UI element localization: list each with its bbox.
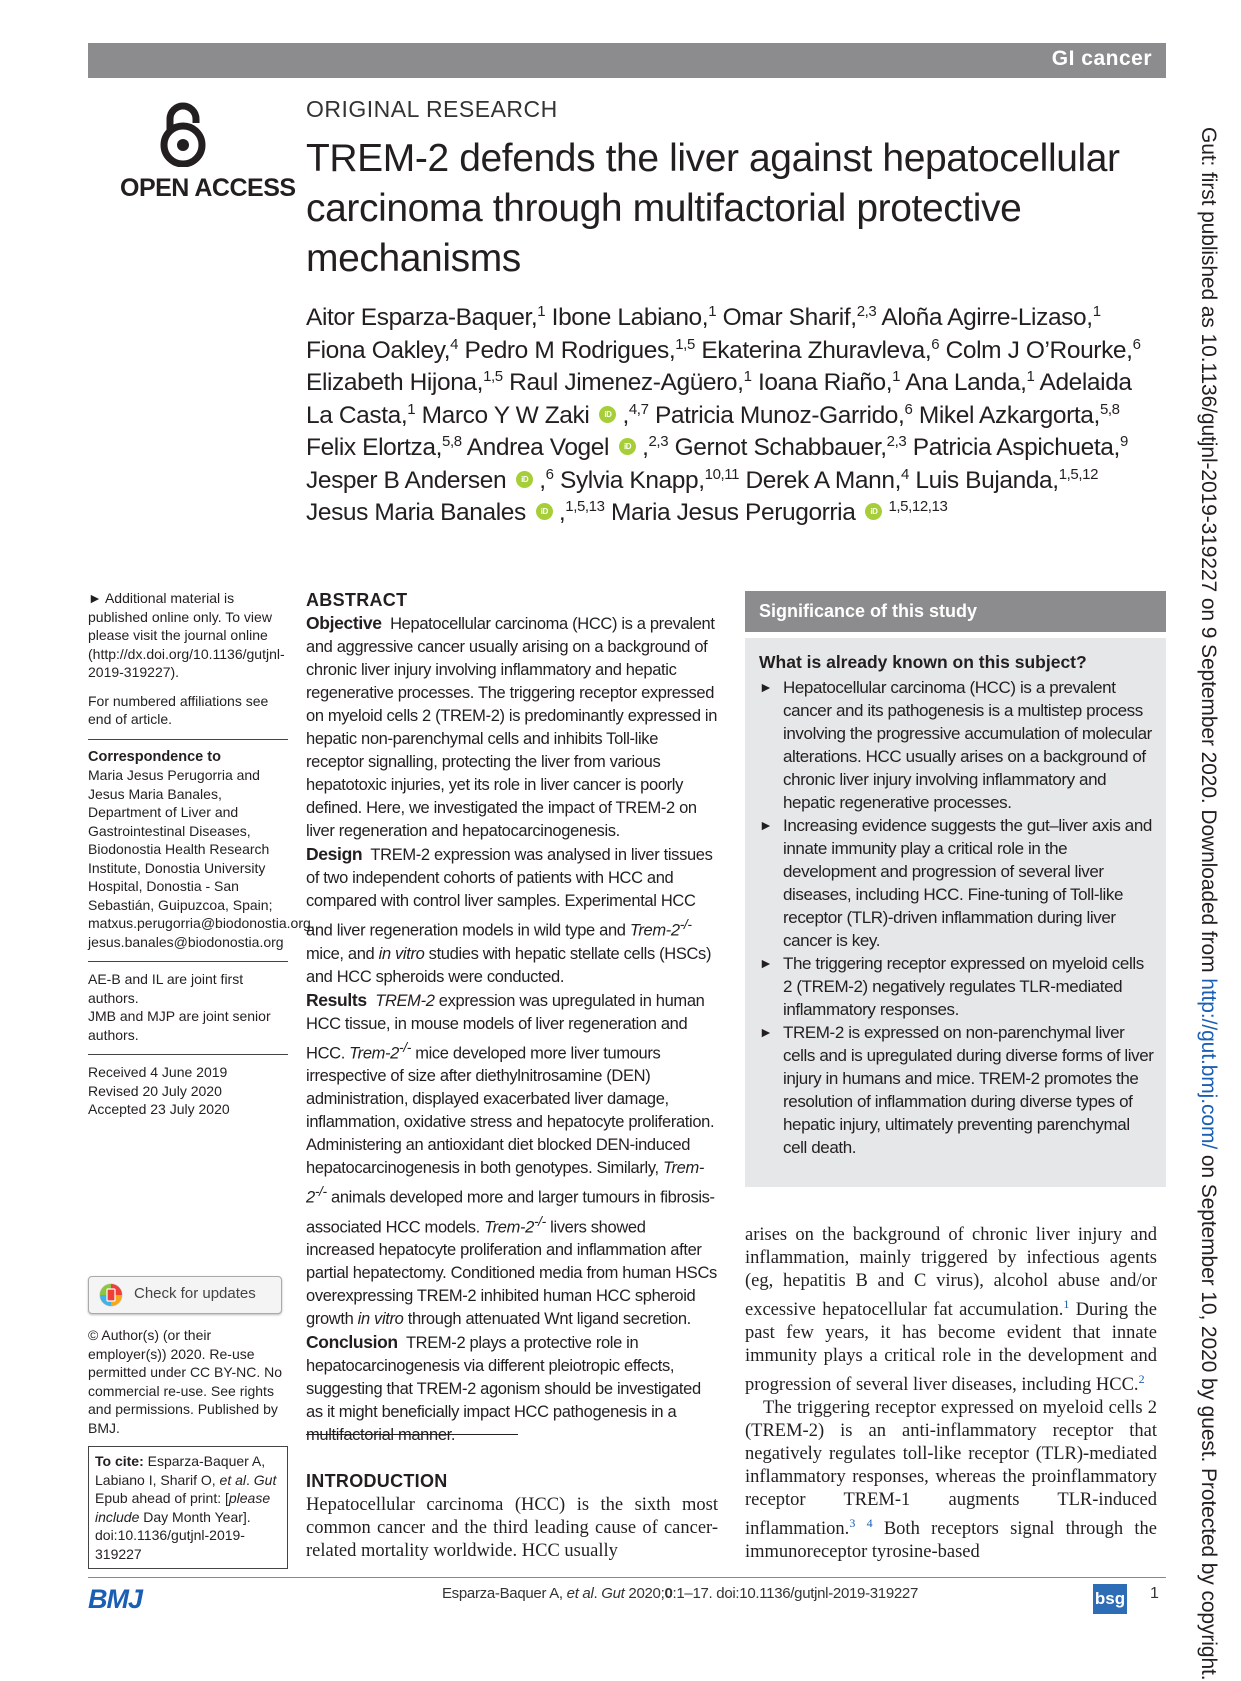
check-for-updates-button[interactable] (88, 1276, 282, 1314)
author-name: Adelaida La Casta (306, 369, 1132, 429)
bmj-logo: BMJ (88, 1584, 143, 1614)
correspondence-details: Maria Jesus Perugorria and Jesus Maria Banales, Department of Liver and Gastrointestinal Diseases, Biodonostia Health Research Institute, Donostia University Hospital, Donostia - San Sebastián, Guipuzcoa, Spain; matxus.perugorria@biodonostia.org, jesus.banales@biodonostia.org (88, 767, 315, 950)
results-text: mice developed more liver tumours irrespective of size after diethylnitrosamine (DEN) administration, displayed exacerbated liver damage, inflammation, oxidative stress and hepatocyte proliferation. Administering an antioxidant diet blocked DEN-induced hepatocarcinogenesis in both genotypes. Similarly, (306, 1044, 715, 1177)
divider (88, 739, 288, 740)
download-side-note (1196, 127, 1220, 1681)
affiliation-sup: 6 (545, 465, 554, 483)
design-label: Design (306, 844, 363, 864)
abstract-divider (306, 1434, 518, 1435)
footer-journal: Gut (601, 1585, 625, 1602)
author-name: Fiona Oakley (306, 336, 444, 364)
conclusion-label: Conclusion (306, 1332, 398, 1352)
affiliation-sup: 6 (904, 400, 913, 418)
footer-citation: Esparza-Baquer A, et al. Gut 2020;0:1–17. doi:10.1136/gutjnl-2019-319227 (441, 1585, 919, 1602)
paragraph-text: The triggering receptor expressed on myeloid cells 2 (TREM-2) is an anti-inflammatory receptor that negatively regulates toll-like receptor (TLR)-mediated inflammatory responses, whereas the proinflammatory receptor TREM-1 augments TLR-induced inflammation. (745, 1398, 1157, 1540)
gene-name: TREM-2 (375, 991, 435, 1010)
abstract-heading: ABSTRACT (306, 590, 408, 610)
copyright-note: © Author(s) (or their employer(s)) 2020. Re-use permitted under CC BY-NC. No commercial re-use. See rights and permissions. Published by BMJ. (88, 1327, 283, 1436)
results-label: Results (306, 989, 367, 1010)
author-name: Elizabeth Hijona (306, 369, 477, 396)
author: Derek A Mann,$^4$ (745, 465, 909, 494)
author: Ibone Labiano,$^1$ (551, 302, 717, 331)
cite-text: Day Month Year]. doi:10.1136/gutjnl-2019-319227 (95, 1508, 251, 1562)
objective-text: Hepatocellular carcinoma (HCC) is a prevalent and aggressive cancer usually arising on a background of chronic liver injury involving inflammatory and hepatic regenerative processes. The triggering receptor expressed on myeloid cells 2 (TREM-2) is predominantly expressed in hepatic non-parenchymal cells and inhibits Toll-like receptor signalling, protecting the liver from various hepatotoxic injuries, yet its role in liver cancer is poorly defined. Here, we investigated the impact of TREM-2 on liver regeneration and hepatocarcinogenesis. (306, 615, 718, 840)
list-item: ► TREM-2 is expressed on non-parenchymal liver cells and is upregulated during diverse forms of liver injury in humans and mice. TREM-2 promotes the resolution of inflammation during diverse types of hepatic injury, ultimately preventing parenchymal cell death. (759, 1021, 1157, 1159)
citation-box: To cite: Esparza-Baquer A, Labiano I, Sharif O, et al. Gut Epub ahead of print: [please include Day Month Year]. doi:10.1136/gutjnl-2019-319227 (88, 1446, 288, 1569)
page-number: 1 (1150, 1585, 1159, 1602)
affiliation-sup: 1,5,12,13 (888, 497, 948, 515)
author: Elizabeth Hijona,$^{1,5}$ (306, 367, 503, 396)
affiliation-sup: 1,5 (483, 367, 503, 385)
author: Adelaida La Casta,$^1$ (306, 369, 1132, 429)
affiliation-sup: 1 (1026, 367, 1035, 385)
footer-volume: 0 (664, 1585, 673, 1602)
significance-box (745, 638, 1166, 1187)
abstract-results (306, 989, 718, 1332)
significance-question: What is already known on this subject? (759, 652, 1087, 672)
author-name: Luis Bujanda (915, 466, 1053, 494)
author: Ekaterina Zhuravleva,$^6$ (701, 335, 940, 364)
footer-year: 2020; (628, 1585, 665, 1602)
author: Sylvia Knapp,$^{10,11}$ (560, 465, 740, 494)
author-name: Ibone Labiano (551, 304, 702, 331)
author-name: Patricia Munoz-Garrido (654, 401, 899, 429)
knockout-sup: -/- (679, 917, 692, 932)
affiliation-sup: 1,5,13 (565, 497, 605, 515)
cite-text: Esparza-Baquer A, Labiano I, Sharif O, (95, 1453, 266, 1488)
abstract-conclusion (306, 1331, 718, 1447)
author-name: Aitor Esparza-Baquer (306, 304, 531, 331)
affiliation-sup: 1 (892, 367, 901, 385)
author: Pedro M Rodrigues,$^{1,5}$ (464, 335, 695, 364)
author: Fiona Oakley,$^4$ (306, 335, 459, 364)
author-name: Maria Jesus Perugorria (610, 499, 856, 526)
significance-title: Significance of this study (759, 601, 978, 621)
affiliation-sup: 2,3 (648, 432, 669, 450)
conclusion-text: TREM-2 plays a protective role in hepatocarcinogenesis via different pleiotropic effects, suggesting that TREM-2 agonism should be investigated as it might beneficially impact HCC pathogenesis in a multifactorial manner. (306, 1334, 701, 1444)
cite-text: Epub ahead of print: [ (95, 1490, 229, 1506)
affiliation-sup: 1 (1092, 302, 1101, 320)
author-name: Patricia Aspichueta (912, 434, 1114, 461)
author: Omar Sharif,$^{2,3}$ (722, 302, 877, 331)
footer-cite-text: Esparza-Baquer A, (441, 1585, 563, 1602)
bsg-logo: bsg (1093, 1584, 1127, 1614)
open-access-lock-icon (150, 101, 216, 167)
affiliation-sup: 1 (407, 400, 416, 418)
introduction-text: Hepatocellular carcinoma (HCC) is the sixth most common cancer and the third leading cause of cancer-related mortality worldwide. HCC usually (306, 1495, 718, 1561)
author-name: Ekaterina Zhuravleva (701, 336, 925, 364)
author-name: Gernot Schabbauer (674, 434, 881, 461)
affiliation-sup: 1 (743, 367, 752, 385)
author-name: Jesper B Andersen (306, 466, 507, 494)
reference-link[interactable]: 2 (1138, 1372, 1145, 1387)
author: Aloña Agirre-Lizaso,$^1$ (881, 302, 1101, 331)
orcid-icon[interactable]: iD (619, 438, 636, 455)
affiliation-sup: 2,3 (886, 432, 907, 450)
author-name: Mikel Azkargorta (918, 401, 1094, 429)
results-text: expression was upregulated in human HCC tissue, in mouse models of liver regeneration and HCC. (306, 991, 705, 1062)
author-name: Aloña Agirre-Lizaso (881, 304, 1087, 331)
author: Jesper B Andersen iD ,$^6$ (306, 465, 554, 494)
divider (88, 961, 288, 962)
author: Ioana Riaño,$^1$ (757, 367, 901, 396)
footer-divider (88, 1577, 1166, 1578)
check-for-updates-label: Check for updates (134, 1285, 256, 1302)
list-item: ► Hepatocellular carcinoma (HCC) is a prevalent cancer and its pathogenesis is a multistep process involving the progressive accumulation of molecular alterations. HCC usually arises on a background of chronic liver injury involving inflammatory and hepatic regenerative processes. (759, 676, 1157, 814)
reference-link[interactable]: 1 (1063, 1297, 1070, 1311)
revised-date: Revised 20 July 2020 (88, 1082, 222, 1099)
article-type: ORIGINAL RESEARCH (306, 96, 558, 122)
introduction-heading: INTRODUCTION (306, 1471, 448, 1491)
author: Marco Y W Zaki iD ,$^{4,7}$ (421, 400, 649, 429)
author-name: Marco Y W Zaki (421, 401, 590, 429)
affiliation-sup: 5,8 (442, 432, 462, 450)
in-vitro: in vitro (357, 1310, 404, 1328)
affiliation-sup: 2,3 (856, 302, 877, 320)
in-vitro: in vitro (378, 944, 425, 963)
article-sidebar (88, 589, 315, 1119)
significance-header (745, 591, 1166, 632)
author-name: Pedro M Rodrigues (464, 336, 669, 364)
article-title: TREM-2 defends the liver against hepatocellular carcinoma through multifactorial protective mechanisms (306, 137, 1120, 280)
cite-placeholder: please include (95, 1490, 271, 1525)
author-name: Sylvia Knapp (560, 466, 699, 494)
introduction-section (306, 1471, 718, 1563)
cite-etal: et al (219, 1471, 246, 1488)
body-text-right (745, 1224, 1157, 1564)
paragraph-text: Both receptors signal through the immunoreceptor tyrosine-based (745, 1519, 1158, 1563)
affiliation-sup: 4 (450, 335, 459, 353)
objective-label: Objective (306, 613, 382, 633)
side-note-text: Gut: first published as 10.1136/gutjnl-2019-319227 on 9 September 2020. Downloaded from (1197, 127, 1220, 973)
affiliation-sup: 5,8 (1099, 400, 1120, 418)
footer-doi: :1–17. doi:10.1136/gutjnl-2019-319227 (672, 1585, 919, 1602)
orcid-icon[interactable]: iD (536, 503, 553, 520)
knockout-sup: -/- (399, 1039, 411, 1055)
author-name: Ioana Riaño (757, 369, 886, 396)
paragraph-text: arises on the background of chronic liver injury and inflammation, mainly triggered by infectious agents (eg, hepatitis B and C virus), alcohol abuse and/or excessive hepatocellular fat accumulation. (745, 1225, 1157, 1321)
author-name: Felix Elortza (306, 434, 436, 461)
journal-link[interactable]: http://gut.bmj.com/ (1197, 978, 1220, 1150)
affiliation-sup: 1 (537, 302, 546, 320)
author (611, 499, 947, 526)
knockout-sup: -/- (314, 1184, 327, 1199)
affiliation-sup: 10,11 (704, 465, 740, 483)
list-item: ► Increasing evidence suggests the gut–liver axis and innate immunity play a critical role in the development and progression of several liver diseases, including HCC. Fine-tuning of Toll-like receptor (TLR)-driven inflammation during liver cancer is key. (759, 814, 1157, 952)
author: Colm J O’Rourke,$^6$ (945, 335, 1141, 364)
author: Ana Landa,$^1$ (905, 367, 1035, 396)
results-text: livers showed increased hepatocyte proliferation and inflammation after partial hepatectomy. Conditioned media from human HSCs overexpressing TREM-2 inhibited human HCC spheroid growth (306, 1218, 717, 1328)
orcid-icon[interactable]: iD (865, 503, 882, 520)
author-list (306, 302, 1146, 530)
paragraph (745, 1397, 1157, 1564)
author-name: Derek A Mann (745, 466, 895, 494)
side-note-text: on September 10, 2020 by guest. Protected by copyright. (1197, 1154, 1220, 1681)
affiliations-note: For numbered affiliations see end of article. (88, 692, 269, 727)
author: Gernot Schabbauer,$^{2,3}$ (674, 432, 907, 461)
author: Jesus Maria Banales iD ,$^{1,5,13}$ (306, 497, 605, 526)
orcid-icon[interactable]: iD (599, 406, 616, 423)
author-name: Andrea Vogel (466, 434, 610, 461)
section-banner (88, 43, 1166, 78)
affiliation-sup: 6 (1132, 335, 1141, 353)
abstract-design (306, 843, 718, 989)
author: Felix Elortza,$^{5,8}$ (306, 432, 462, 461)
orcid-icon[interactable]: iD (516, 471, 533, 488)
affiliation-sup: 4,7 (628, 400, 649, 418)
affiliation-sup: 4 (901, 465, 909, 483)
author: Andrea Vogel iD ,$^{2,3}$ (466, 432, 669, 461)
affiliation-sup: 1 (708, 302, 717, 320)
paragraph-text: During the past few years, it has become evident that innate immunity plays a critical role in the development and progression of several liver diseases, including HCC. (745, 1300, 1158, 1396)
correspondence-heading: Correspondence to (88, 748, 221, 765)
gene-name: Trem-2 (484, 1218, 534, 1236)
affiliation-sup: 1,5,12 (1058, 465, 1099, 483)
additional-material-note: ► Additional material is published online only. To view please visit the journal online (http://dx.doi.org/10.1136/gutjnl-2019-319227). (88, 590, 285, 680)
knockout-sup: -/- (533, 1213, 546, 1229)
significance-list (759, 676, 1157, 1159)
gene-name: Trem-2 (349, 1044, 400, 1062)
reference-link[interactable]: 3 (849, 1516, 856, 1531)
open-access-label: OPEN ACCESS (120, 174, 296, 202)
paragraph (745, 1224, 1157, 1397)
abstract-section (306, 589, 718, 1447)
author: Luis Bujanda,$^{1,5,12}$ (915, 465, 1099, 494)
author: Patricia Aspichueta,$^9$ (912, 432, 1128, 461)
author: Patricia Munoz-Garrido,$^6$ (654, 400, 913, 429)
divider (88, 1054, 288, 1055)
affiliation-sup: 9 (1119, 432, 1128, 450)
design-text: mice, and (306, 944, 375, 963)
abstract-objective (306, 612, 718, 843)
author-name: Omar Sharif (722, 304, 851, 331)
design-text: TREM-2 expression was analysed in liver tissues of two independent cohorts of patients with HCC and compared with control liver samples. Experimental HCC and liver regeneration models in wild type and (306, 846, 713, 940)
author-name: Colm J O’Rourke (945, 336, 1127, 364)
gene-name: Trem-2 (306, 1159, 704, 1207)
received-date: Received 4 June 2019 (88, 1064, 228, 1080)
joint-senior-note: JMB and MJP are joint senior authors. (88, 1008, 271, 1043)
list-item: ► The triggering receptor expressed on myeloid cells 2 (TREM-2) negatively regulates TLR-mediated inflammatory responses. (759, 952, 1157, 1021)
author-name: Raul Jimenez-Agüero (509, 369, 738, 396)
results-text: through attenuated Wnt ligand secretion. (407, 1310, 691, 1328)
results-text: animals developed more and larger tumours in fibrosis-associated HCC models. (306, 1188, 715, 1236)
affiliation-sup: 6 (931, 335, 940, 353)
cite-journal: Gut (253, 1471, 277, 1488)
author-name: Jesus Maria Banales (306, 499, 526, 526)
author: Raul Jimenez-Agüero,$^1$ (509, 367, 752, 396)
design-text: studies with hepatic stellate cells (HSCs) and HCC spheroids were conducted. (306, 944, 712, 986)
accepted-date: Accepted 23 July 2020 (88, 1101, 230, 1117)
author: Aitor Esparza-Baquer,$^1$ (306, 302, 546, 331)
section-label: GI cancer (1051, 47, 1152, 70)
joint-first-note: AE-B and IL are joint first authors. (88, 971, 244, 1006)
author: Mikel Azkargorta,$^{5,8}$ (918, 400, 1120, 429)
cite-heading: To cite: (95, 1453, 144, 1469)
gene-name: Trem-2 (629, 921, 680, 940)
reference-link[interactable]: 4 (866, 1516, 873, 1531)
crossmark-icon (99, 1283, 123, 1307)
footer-etal: et al (566, 1585, 594, 1602)
author-name: Ana Landa (905, 369, 1021, 396)
affiliation-sup: 1,5 (675, 335, 695, 353)
